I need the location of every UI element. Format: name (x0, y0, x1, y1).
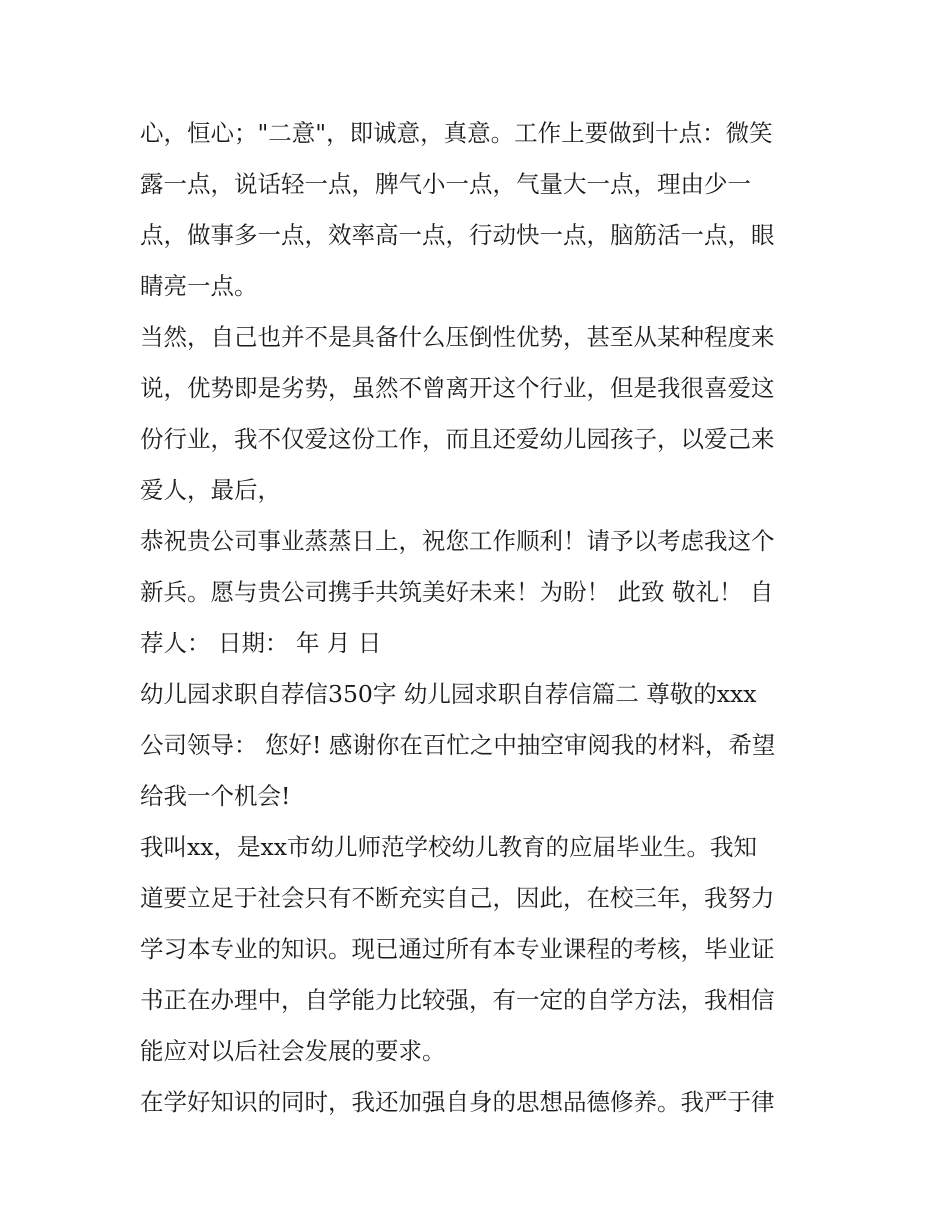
text-line: 道要立足于社会只有不断充实自己，因此，在校三年，我努力 (140, 884, 775, 912)
text-line: 学习本专业的知识。现已通过所有本专业课程的考核，毕业证 (140, 935, 775, 963)
text-line: 心，恒心；"二意"，即诚意，真意。工作上要做到十点：微笑 (140, 119, 773, 147)
text-line: 荐人： 日期： 年 月 日 (140, 629, 382, 657)
text-line: 睛亮一点。 (140, 272, 258, 300)
text-line: 能应对以后社会发展的要求。 (140, 1037, 446, 1065)
text-line: 份行业，我不仅爱这份工作，而且还爱幼儿园孩子，以爱己来 (140, 425, 775, 453)
text-line: 点，做事多一点，效率高一点，行动快一点，脑筋活一点，眼 (140, 221, 775, 249)
text-line: 露一点，说话轻一点，脾气小一点，气量大一点，理由少一 (140, 170, 751, 198)
document-body (140, 108, 820, 1128)
text-line: 我叫xx，是xx市幼儿师范学校幼儿教育的应届毕业生。我知 (140, 833, 758, 861)
text-line: 书正在办理中，自学能力比较强，有一定的自学方法，我相信 (140, 986, 775, 1014)
text-line: 说，优势即是劣势，虽然不曾离开这个行业，但是我很喜爱这 (140, 374, 775, 402)
text-line: 爱人，最后， (140, 476, 281, 504)
text-line: 当然，自己也并不是具备什么压倒性优势，甚至从某种程度来 (140, 323, 775, 351)
text-line: 幼儿园求职自荐信350字 幼儿园求职自荐信篇二 尊敬的xxx (140, 680, 757, 708)
text-line: 给我一个机会! (140, 782, 291, 810)
text-line: 公司领导： 您好! 感谢你在百忙之中抽空审阅我的材料，希望 (140, 731, 776, 759)
text-line: 在学好知识的同时，我还加强自身的思想品德修养。我严于律 (140, 1088, 775, 1116)
text-line: 新兵。愿与贵公司携手共筑美好未来！为盼！ 此致 敬礼！ 自 (140, 578, 774, 606)
text-line: 恭祝贵公司事业蒸蒸日上，祝您工作顺利！请予以考虑我这个 (140, 527, 775, 555)
